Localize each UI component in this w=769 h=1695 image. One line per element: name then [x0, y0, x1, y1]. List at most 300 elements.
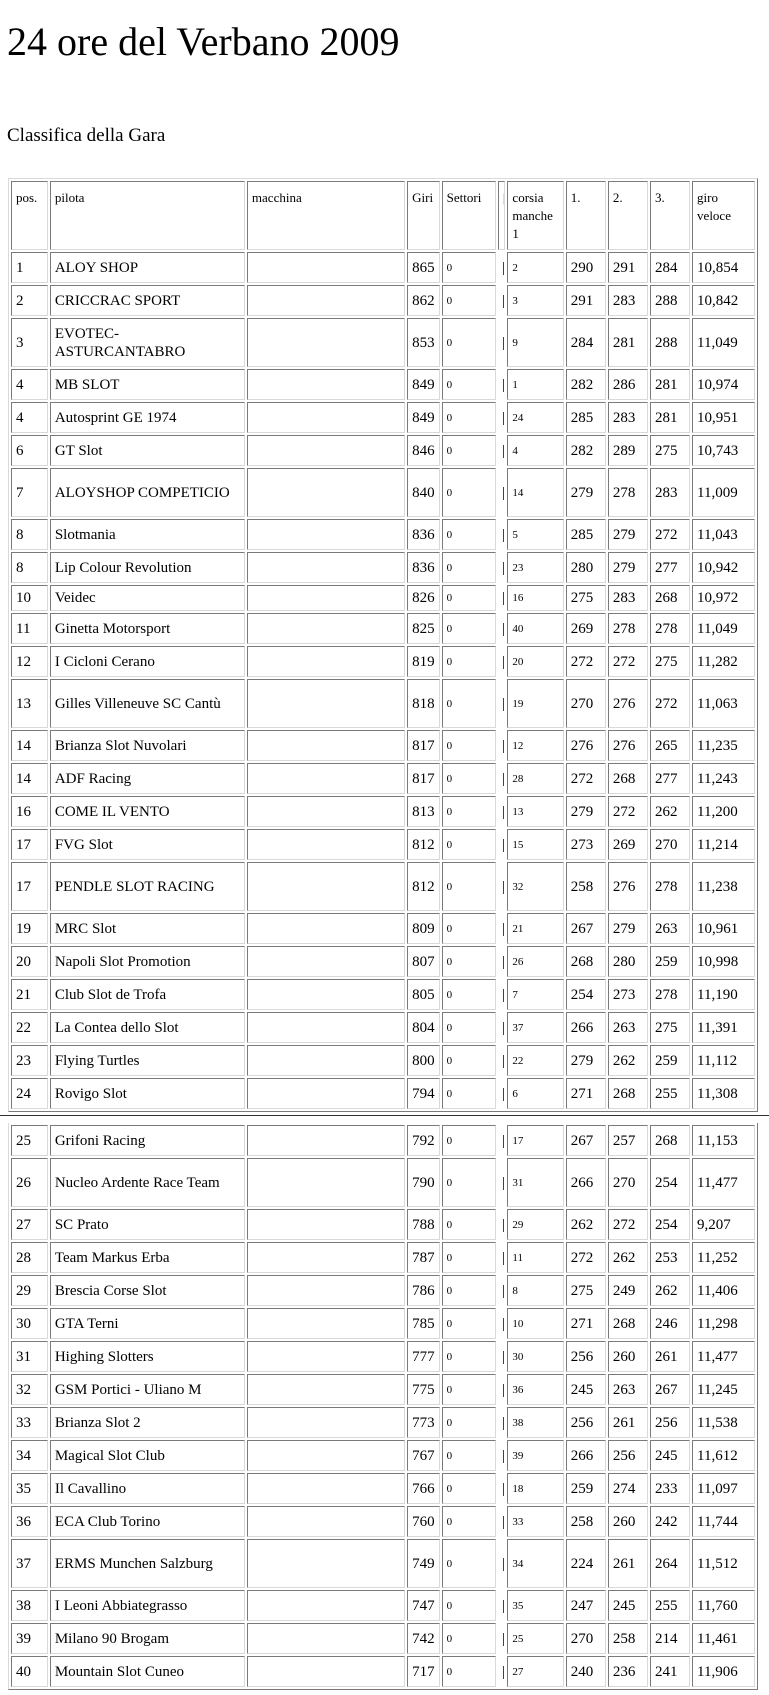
- pilota-cell: Milano 90 Brogam: [50, 1623, 245, 1654]
- corsia-cell: 30: [507, 1341, 563, 1372]
- pilota-cell: Mountain Slot Cuneo: [50, 1656, 245, 1687]
- giri-cell: 805: [407, 979, 440, 1010]
- pos-cell: 33: [11, 1407, 48, 1438]
- table-row: [11, 468, 755, 517]
- manche-1-cell: 272: [566, 1242, 606, 1273]
- pos-cell: 37: [11, 1539, 48, 1588]
- corsia-cell: 19: [507, 679, 563, 728]
- macchina-cell: [247, 796, 405, 827]
- separator-cell: |: [501, 292, 505, 309]
- giri-cell: 794: [407, 1078, 440, 1109]
- corsia-cell: 11: [507, 1242, 563, 1273]
- settori-cell: 0: [442, 1275, 496, 1306]
- manche-3-cell: 256: [650, 1407, 690, 1438]
- settori-cell: 0: [442, 1440, 496, 1471]
- pilota-cell: ERMS Munchen Salzburg: [50, 1539, 245, 1588]
- pilota-cell: Brescia Corse Slot: [50, 1275, 245, 1306]
- manche-1-cell: 279: [566, 468, 606, 517]
- pilota-cell: Nucleo Ardente Race Team: [50, 1158, 245, 1207]
- table-row: [11, 519, 755, 550]
- manche-1-cell: 271: [566, 1308, 606, 1339]
- manche-1-cell: 245: [566, 1374, 606, 1405]
- table-row: [11, 1473, 755, 1504]
- separator-cell: |: [501, 1663, 505, 1680]
- macchina-cell: [247, 613, 405, 644]
- corsia-cell: 31: [507, 1158, 563, 1207]
- macchina-cell: [247, 1539, 405, 1588]
- giri-cell: 826: [407, 585, 440, 611]
- manche-2-cell: 257: [608, 1125, 648, 1156]
- macchina-cell: [247, 519, 405, 550]
- manche-1-cell: 285: [566, 402, 606, 433]
- manche-3-cell: 265: [650, 730, 690, 761]
- separator-cell: |: [501, 1555, 505, 1572]
- manche-1-cell: 285: [566, 519, 606, 550]
- manche-2-cell: 249: [608, 1275, 648, 1306]
- giri-cell: 792: [407, 1125, 440, 1156]
- separator-cell: |: [501, 878, 505, 895]
- giro-veloce-cell: 10,842: [692, 285, 755, 316]
- giro-veloce-cell: 10,854: [692, 252, 755, 283]
- giri-cell: 787: [407, 1242, 440, 1273]
- table-row: [11, 1308, 755, 1339]
- manche-1-cell: 279: [566, 796, 606, 827]
- separator-cell: |: [501, 803, 505, 820]
- manche-1-cell: 284: [566, 318, 606, 367]
- macchina-cell: [247, 829, 405, 860]
- pilota-cell: GTA Terni: [50, 1308, 245, 1339]
- pilota-cell: Club Slot de Trofa: [50, 979, 245, 1010]
- corsia-cell: 21: [507, 913, 563, 944]
- giro-veloce-cell: 11,477: [692, 1158, 755, 1207]
- giri-cell: 717: [407, 1656, 440, 1687]
- pilota-cell: FVG Slot: [50, 829, 245, 860]
- settori-cell: 0: [442, 318, 496, 367]
- horizontal-rule: [0, 1115, 769, 1116]
- table-row: [11, 796, 755, 827]
- giro-veloce-cell: 11,298: [692, 1308, 755, 1339]
- pos-cell: 1: [11, 252, 48, 283]
- manche-3-cell: 272: [650, 519, 690, 550]
- macchina-cell: [247, 679, 405, 728]
- manche-1-cell: 266: [566, 1440, 606, 1471]
- page-subtitle: Classifica della Gara: [7, 125, 166, 146]
- manche-2-cell: 283: [608, 402, 648, 433]
- table-row: [11, 285, 755, 316]
- manche-1-cell: 275: [566, 585, 606, 611]
- pilota-cell: Autosprint GE 1974: [50, 402, 245, 433]
- table-row: [11, 979, 755, 1010]
- manche-2-cell: 276: [608, 862, 648, 911]
- giri-cell: 817: [407, 763, 440, 794]
- manche-1-cell: 254: [566, 979, 606, 1010]
- pos-cell: 4: [11, 369, 48, 400]
- header-giri: Giri: [407, 181, 440, 250]
- settori-cell: 0: [442, 552, 496, 583]
- macchina-cell: [247, 946, 405, 977]
- separator-cell: |: [501, 1132, 505, 1149]
- giro-veloce-cell: 11,238: [692, 862, 755, 911]
- macchina-cell: [247, 1209, 405, 1240]
- macchina-cell: [247, 318, 405, 367]
- giri-cell: 840: [407, 468, 440, 517]
- giri-cell: 785: [407, 1308, 440, 1339]
- settori-cell: 0: [442, 1012, 496, 1043]
- separator-cell: |: [501, 1414, 505, 1431]
- separator-cell: |: [501, 1447, 505, 1464]
- settori-cell: 0: [442, 1374, 496, 1405]
- pos-cell: 13: [11, 679, 48, 728]
- giri-cell: 807: [407, 946, 440, 977]
- giro-veloce-cell: 11,153: [692, 1125, 755, 1156]
- settori-cell: 0: [442, 1590, 496, 1621]
- pilota-cell: CRICCRAC SPORT: [50, 285, 245, 316]
- manche-3-cell: 284: [650, 252, 690, 283]
- corsia-cell: 35: [507, 1590, 563, 1621]
- macchina-cell: [247, 1656, 405, 1687]
- corsia-cell: 33: [507, 1506, 563, 1537]
- separator-cell: |: [501, 920, 505, 937]
- pilota-cell: Magical Slot Club: [50, 1440, 245, 1471]
- header-giro-veloce: giro veloce: [692, 181, 755, 250]
- macchina-cell: [247, 1440, 405, 1471]
- manche-1-cell: 266: [566, 1158, 606, 1207]
- giro-veloce-cell: 10,942: [692, 552, 755, 583]
- table-row: [11, 402, 755, 433]
- macchina-cell: [247, 1374, 405, 1405]
- manche-2-cell: 274: [608, 1473, 648, 1504]
- settori-cell: 0: [442, 1623, 496, 1654]
- manche-2-cell: 270: [608, 1158, 648, 1207]
- pilota-cell: EVOTEC-ASTURCANTABRO: [50, 318, 245, 367]
- separator-cell: |: [501, 737, 505, 754]
- manche-2-cell: 279: [608, 519, 648, 550]
- table-row: [11, 946, 755, 977]
- pos-cell: 39: [11, 1623, 48, 1654]
- macchina-cell: [247, 1341, 405, 1372]
- pilota-cell: La Contea dello Slot: [50, 1012, 245, 1043]
- giri-cell: 817: [407, 730, 440, 761]
- giro-veloce-cell: 11,308: [692, 1078, 755, 1109]
- pos-cell: 12: [11, 646, 48, 677]
- manche-1-cell: 267: [566, 1125, 606, 1156]
- manche-2-cell: 261: [608, 1539, 648, 1588]
- pos-cell: 22: [11, 1012, 48, 1043]
- separator-cell: |: [501, 1216, 505, 1233]
- pos-cell: 4: [11, 402, 48, 433]
- macchina-cell: [247, 252, 405, 283]
- header-settori: Settori: [442, 181, 496, 250]
- corsia-cell: 16: [507, 585, 563, 611]
- pilota-cell: ALOYSHOP COMPETICIO: [50, 468, 245, 517]
- corsia-cell: 34: [507, 1539, 563, 1588]
- giro-veloce-cell: 11,406: [692, 1275, 755, 1306]
- manche-2-cell: 268: [608, 1308, 648, 1339]
- separator-cell: |: [501, 1513, 505, 1530]
- settori-cell: 0: [442, 1308, 496, 1339]
- settori-cell: 0: [442, 913, 496, 944]
- settori-cell: 0: [442, 796, 496, 827]
- manche-3-cell: 254: [650, 1209, 690, 1240]
- manche-2-cell: 279: [608, 552, 648, 583]
- giri-cell: 804: [407, 1012, 440, 1043]
- corsia-cell: 18: [507, 1473, 563, 1504]
- corsia-cell: 36: [507, 1374, 563, 1405]
- separator-cell: |: [501, 1052, 505, 1069]
- separator-cell: |: [501, 836, 505, 853]
- macchina-cell: [247, 1125, 405, 1156]
- pilota-cell: Grifoni Racing: [50, 1125, 245, 1156]
- table-row: [11, 369, 755, 400]
- manche-2-cell: 245: [608, 1590, 648, 1621]
- corsia-cell: 2: [507, 252, 563, 283]
- pilota-cell: COME IL VENTO: [50, 796, 245, 827]
- settori-cell: 0: [442, 519, 496, 550]
- manche-3-cell: 283: [650, 468, 690, 517]
- manche-3-cell: 278: [650, 862, 690, 911]
- table-row: [11, 1209, 755, 1240]
- giri-cell: 747: [407, 1590, 440, 1621]
- macchina-cell: [247, 1045, 405, 1076]
- giro-veloce-cell: 11,612: [692, 1440, 755, 1471]
- corsia-cell: 12: [507, 730, 563, 761]
- header-pos: pos.: [11, 181, 48, 250]
- pilota-cell: Slotmania: [50, 519, 245, 550]
- manche-3-cell: 277: [650, 552, 690, 583]
- macchina-cell: [247, 730, 405, 761]
- corsia-cell: 15: [507, 829, 563, 860]
- giri-cell: 788: [407, 1209, 440, 1240]
- giro-veloce-cell: 11,477: [692, 1341, 755, 1372]
- pos-cell: 34: [11, 1440, 48, 1471]
- pos-cell: 36: [11, 1506, 48, 1537]
- macchina-cell: [247, 552, 405, 583]
- pos-cell: 31: [11, 1341, 48, 1372]
- pos-cell: 38: [11, 1590, 48, 1621]
- macchina-cell: [247, 1275, 405, 1306]
- manche-3-cell: 254: [650, 1158, 690, 1207]
- giro-veloce-cell: 11,906: [692, 1656, 755, 1687]
- pos-cell: 30: [11, 1308, 48, 1339]
- giro-veloce-cell: 11,252: [692, 1242, 755, 1273]
- giro-veloce-cell: 11,063: [692, 679, 755, 728]
- manche-3-cell: 261: [650, 1341, 690, 1372]
- separator-cell: |: [501, 526, 505, 543]
- manche-2-cell: 256: [608, 1440, 648, 1471]
- manche-2-cell: 283: [608, 585, 648, 611]
- table-row: [11, 1341, 755, 1372]
- settori-cell: 0: [442, 730, 496, 761]
- manche-3-cell: 272: [650, 679, 690, 728]
- separator-cell: |: [501, 590, 505, 606]
- giro-veloce-cell: 11,049: [692, 613, 755, 644]
- manche-1-cell: 276: [566, 730, 606, 761]
- macchina-cell: [247, 402, 405, 433]
- settori-cell: 0: [442, 252, 496, 283]
- giri-cell: 800: [407, 1045, 440, 1076]
- separator-cell: |: [501, 1480, 505, 1497]
- pos-cell: 25: [11, 1125, 48, 1156]
- manche-3-cell: 267: [650, 1374, 690, 1405]
- separator-cell: |: [501, 1348, 505, 1365]
- corsia-cell: 10: [507, 1308, 563, 1339]
- giro-veloce-cell: 11,190: [692, 979, 755, 1010]
- pos-cell: 24: [11, 1078, 48, 1109]
- pos-cell: 8: [11, 552, 48, 583]
- separator-cell: |: [501, 259, 505, 276]
- manche-3-cell: 255: [650, 1078, 690, 1109]
- manche-3-cell: 246: [650, 1308, 690, 1339]
- giri-cell: 760: [407, 1506, 440, 1537]
- pilota-cell: Rovigo Slot: [50, 1078, 245, 1109]
- manche-3-cell: 268: [650, 585, 690, 611]
- table-row: [11, 763, 755, 794]
- manche-1-cell: 275: [566, 1275, 606, 1306]
- separator-cell: |: [501, 1630, 505, 1647]
- separator-cell: |: [501, 1174, 505, 1191]
- manche-1-cell: 224: [566, 1539, 606, 1588]
- table-row: [11, 862, 755, 911]
- giri-cell: 767: [407, 1440, 440, 1471]
- giro-veloce-cell: 10,961: [692, 913, 755, 944]
- giro-veloce-cell: 10,951: [692, 402, 755, 433]
- separator-cell: |: [501, 334, 505, 351]
- manche-1-cell: 272: [566, 646, 606, 677]
- settori-cell: 0: [442, 1506, 496, 1537]
- manche-1-cell: 279: [566, 1045, 606, 1076]
- results-table-continued: [8, 1123, 758, 1690]
- separator-cell: |: [501, 1282, 505, 1299]
- table-row: [11, 318, 755, 367]
- manche-2-cell: 291: [608, 252, 648, 283]
- giro-veloce-cell: 11,043: [692, 519, 755, 550]
- manche-2-cell: 273: [608, 979, 648, 1010]
- manche-1-cell: 256: [566, 1341, 606, 1372]
- giro-veloce-cell: 10,972: [692, 585, 755, 611]
- table-row: [11, 435, 755, 466]
- giro-veloce-cell: 11,391: [692, 1012, 755, 1043]
- pilota-cell: SC Prato: [50, 1209, 245, 1240]
- giri-cell: 849: [407, 369, 440, 400]
- settori-cell: 0: [442, 1125, 496, 1156]
- giro-veloce-cell: 11,461: [692, 1623, 755, 1654]
- table-row: [11, 552, 755, 583]
- settori-cell: 0: [442, 1473, 496, 1504]
- giro-veloce-cell: 11,214: [692, 829, 755, 860]
- manche-2-cell: 283: [608, 285, 648, 316]
- table-row: [11, 1125, 755, 1156]
- manche-2-cell: 268: [608, 1078, 648, 1109]
- pos-cell: 3: [11, 318, 48, 367]
- corsia-cell: 8: [507, 1275, 563, 1306]
- manche-3-cell: 278: [650, 979, 690, 1010]
- manche-2-cell: 262: [608, 1045, 648, 1076]
- pos-cell: 40: [11, 1656, 48, 1687]
- separator-cell: |: [501, 484, 505, 501]
- table-row: [11, 1078, 755, 1109]
- macchina-cell: [247, 1473, 405, 1504]
- manche-3-cell: 277: [650, 763, 690, 794]
- manche-3-cell: 241: [650, 1656, 690, 1687]
- pos-cell: 26: [11, 1158, 48, 1207]
- table-row: [11, 730, 755, 761]
- table-row: [11, 1623, 755, 1654]
- manche-1-cell: 282: [566, 435, 606, 466]
- settori-cell: 0: [442, 613, 496, 644]
- pilota-cell: ADF Racing: [50, 763, 245, 794]
- manche-2-cell: 276: [608, 679, 648, 728]
- corsia-cell: 13: [507, 796, 563, 827]
- giri-cell: 812: [407, 862, 440, 911]
- giro-veloce-cell: 11,245: [692, 1374, 755, 1405]
- giri-cell: 862: [407, 285, 440, 316]
- manche-3-cell: 259: [650, 1045, 690, 1076]
- manche-3-cell: 245: [650, 1440, 690, 1471]
- manche-3-cell: 278: [650, 613, 690, 644]
- results-table: [8, 178, 758, 1112]
- giri-cell: 809: [407, 913, 440, 944]
- manche-1-cell: 247: [566, 1590, 606, 1621]
- giro-veloce-cell: 11,744: [692, 1506, 755, 1537]
- macchina-cell: [247, 763, 405, 794]
- manche-3-cell: 259: [650, 946, 690, 977]
- macchina-cell: [247, 1623, 405, 1654]
- settori-cell: 0: [442, 1539, 496, 1588]
- pilota-cell: ALOY SHOP: [50, 252, 245, 283]
- pos-cell: 23: [11, 1045, 48, 1076]
- separator-cell: |: [501, 1315, 505, 1332]
- header-macchina: macchina: [247, 181, 405, 250]
- manche-3-cell: 242: [650, 1506, 690, 1537]
- manche-2-cell: 260: [608, 1341, 648, 1372]
- pilota-cell: Napoli Slot Promotion: [50, 946, 245, 977]
- pos-cell: 28: [11, 1242, 48, 1273]
- macchina-cell: [247, 585, 405, 611]
- manche-1-cell: 256: [566, 1407, 606, 1438]
- manche-1-cell: 258: [566, 862, 606, 911]
- table-row: [11, 1012, 755, 1043]
- table-row: [11, 829, 755, 860]
- manche-1-cell: 266: [566, 1012, 606, 1043]
- pos-cell: 10: [11, 585, 48, 611]
- pos-cell: 14: [11, 730, 48, 761]
- pos-cell: 17: [11, 829, 48, 860]
- manche-2-cell: 236: [608, 1656, 648, 1687]
- manche-3-cell: 262: [650, 796, 690, 827]
- giro-veloce-cell: 11,009: [692, 468, 755, 517]
- manche-2-cell: 263: [608, 1374, 648, 1405]
- manche-2-cell: 272: [608, 646, 648, 677]
- pos-cell: 29: [11, 1275, 48, 1306]
- corsia-cell: 27: [507, 1656, 563, 1687]
- pilota-cell: Brianza Slot 2: [50, 1407, 245, 1438]
- giri-cell: 836: [407, 519, 440, 550]
- manche-1-cell: 290: [566, 252, 606, 283]
- corsia-cell: 24: [507, 402, 563, 433]
- table-row: [11, 1374, 755, 1405]
- pos-cell: 16: [11, 796, 48, 827]
- manche-3-cell: 288: [650, 285, 690, 316]
- manche-2-cell: 268: [608, 763, 648, 794]
- corsia-cell: 39: [507, 1440, 563, 1471]
- giri-cell: 742: [407, 1623, 440, 1654]
- giri-cell: 812: [407, 829, 440, 860]
- manche-2-cell: 281: [608, 318, 648, 367]
- macchina-cell: [247, 1158, 405, 1207]
- separator-cell: |: [501, 559, 505, 576]
- settori-cell: 0: [442, 979, 496, 1010]
- giri-cell: 849: [407, 402, 440, 433]
